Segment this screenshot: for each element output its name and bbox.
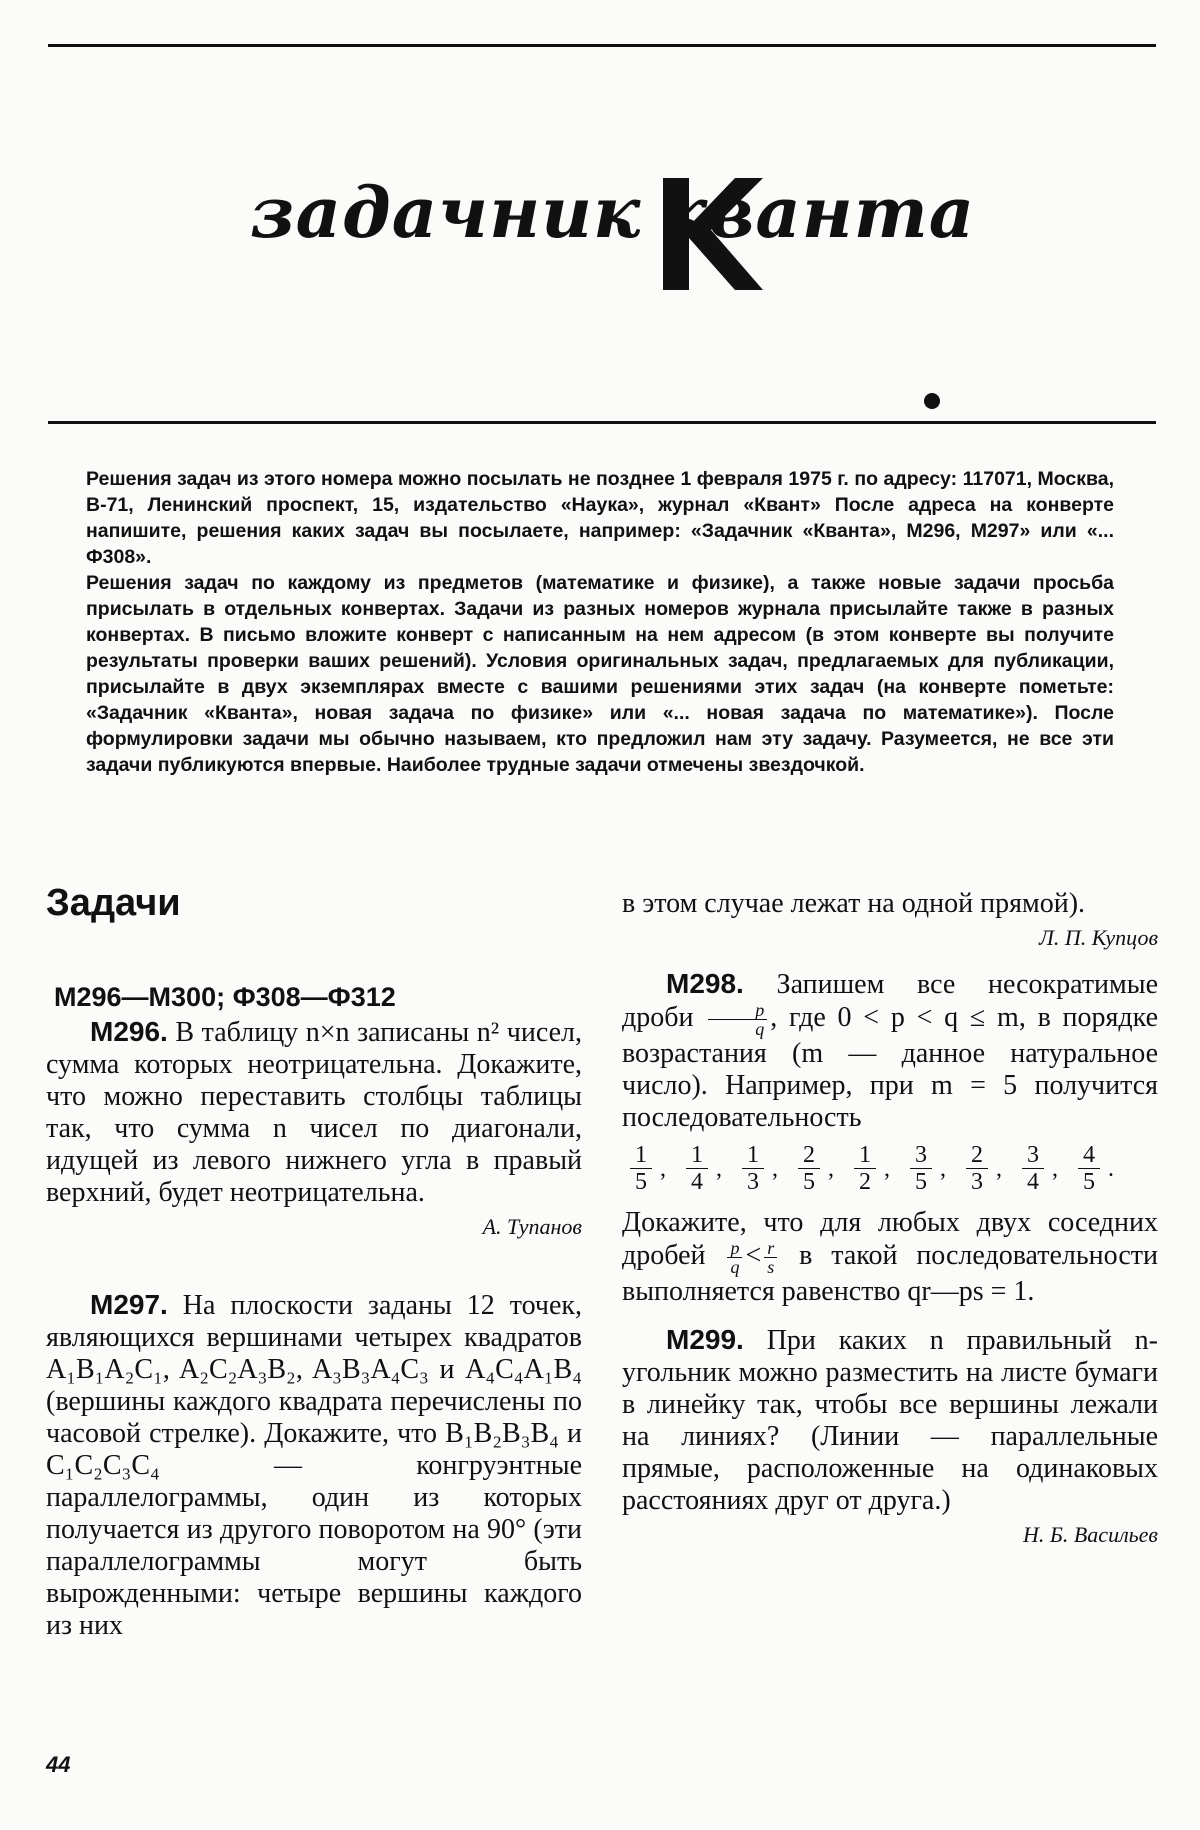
left-column [46,880,582,1642]
sequence-fraction: $\frac{2}{5}$ [790,1142,828,1195]
problem-id: М296. [90,1016,168,1047]
problem-author: Л. П. Купцов [1038,925,1158,950]
fraction-sequence: $\frac{1}{5}$ , $\frac{1}{4}$ , $\frac{1}{3}$ , $\frac{2}{5}$ , $\frac{1}{2}$ , $\frac{3}{5}$ , $\frac{2}{3}$ , $\frac{3}{4}$ , $\frac{4}{5}$ . [622,1142,1158,1195]
top-rule [48,44,1156,47]
problem-range-title: М296—М300; Ф308—Ф312 [54,982,396,1012]
submission-notice [86,466,1114,778]
problem-id: М299. [666,1324,744,1355]
decorative-dot [924,393,940,409]
fraction-p-q: $\frac{p}{q}$ [708,1001,767,1038]
problem-m297-continuation: в этом случае лежат на одной прямой). [622,888,1086,919]
fraction-r-s: $\frac{r}{s}$ [764,1239,777,1276]
sequence-fraction: $\frac{3}{5}$ [902,1142,940,1195]
problem-text: При каких n правильный n-угольник можно разместить на листе бумаги в линейку так, чтобы все вершины лежали на линиях? (Линии — параллельные прямые, расположенные на одинаковых расстояниях друг от друга.) [622,1325,1158,1516]
masthead [250,168,976,298]
sequence-fraction: $\frac{1}{4}$ [678,1142,716,1195]
section-title: Задачи [46,882,181,924]
problem-id: М298. [666,968,744,999]
sequence-fraction: $\frac{4}{5}$ [1070,1142,1108,1195]
problem-m296 [46,1016,582,1209]
problem-text: В таблицу n×n записаны n² чисел, сумма которых неотрицательна. Докажите, что можно переставить столбцы таблицы так, что сумма n чисел по диагонали, идущей из левого нижнего угла в правый верхний, будет неотрицательна. [46,1017,583,1208]
right-column [622,888,1158,1549]
problem-m298-proof: Докажите, что для любых двух соседних дробей $\frac{p}{q}$ < $\frac{r}{s}$ в такой последовательности выполняется равенство qr—ps = 1. [622,1207,1158,1307]
notice-paragraph-2: Решения задач по каждому из предметов (математике и физике), а также новые задачи просьба присылать в отдельных конвертах. Задачи из разных номеров журнала присылайте также в разных конвертах. В письмо вложите конверт с написанным на нем адресом (в этом конверте вы получите результаты проверки ваших решений). Условия оригинальных задач, предлагаемых для публикации, присылайте в двух экземплярах вместе с вашими решениями этих задач (на конверте пометьте: «Задачник «Кванта», новая задача по физике» или «... новая задача по математике»). После формулировки задачи мы обычно называем, кто предложил нам эту задачу. Разумеется, не все эти задачи публикуются впервые. Наиболее трудные задачи отмечены звездочкой. [86,572,1114,776]
sequence-fraction: $\frac{3}{4}$ [1014,1142,1052,1195]
sequence-fraction: $\frac{1}{3}$ [734,1142,772,1195]
problem-author: Н. Б. Васильев [1023,1522,1158,1547]
problem-m299 [622,1324,1158,1517]
problem-text: , где 0 < p < q ≤ m, в порядке возрастания (m — данное натуральное число). Например, при m = 5 получится последовательность [622,1001,1159,1133]
masthead-right-word: кванта [660,171,976,254]
problem-m298 [622,968,1158,1134]
sequence-fraction: $\frac{1}{5}$ [622,1142,660,1195]
fraction-p-q: $\frac{p}{q}$ [727,1239,742,1276]
problem-author: А. Тупанов [482,1214,582,1239]
problem-id: М297. [90,1289,168,1320]
problem-m297 [46,1289,582,1642]
problem-text: На плоскости заданы 12 точек, являющихся вершинами четырех квадратов A₁B₁A₂C₁, A₂C₂A₃B₂, A₃B₃A₄C₃ и A₄C₄A₁B₄ (вершины каждого квадрата перечислены по часовой стрелке). Докажите, что B₁B₂B₃B₄ и C₁C₂C₃C₄ — конгруэнтные параллелограммы, один из которых получается из другого поворотом на 90° (эти параллелограммы могут быть вырожденными: четыре вершины каждого из них [46,1290,582,1641]
masthead-left-word: задачник [250,171,642,254]
page-number: 44 [46,1752,71,1777]
sequence-fraction: $\frac{2}{3}$ [958,1142,996,1195]
notice-paragraph-1: Решения задач из этого номера можно посылать не позднее 1 февраля 1975 г. по адресу: 117071, Москва, В-71, Ленинский проспект, 15, издательство «Наука», журнал «Квант» После адреса на конверте напишите, решения каких задач вы посылаете, например: «Задачник «Кванта», М296, М297» или «... Ф308». [86,468,1114,568]
problem-text: Запишем все несократимые дроби [622,969,1159,1033]
sequence-fraction: $\frac{1}{2}$ [846,1142,884,1195]
header-rule [48,421,1156,424]
